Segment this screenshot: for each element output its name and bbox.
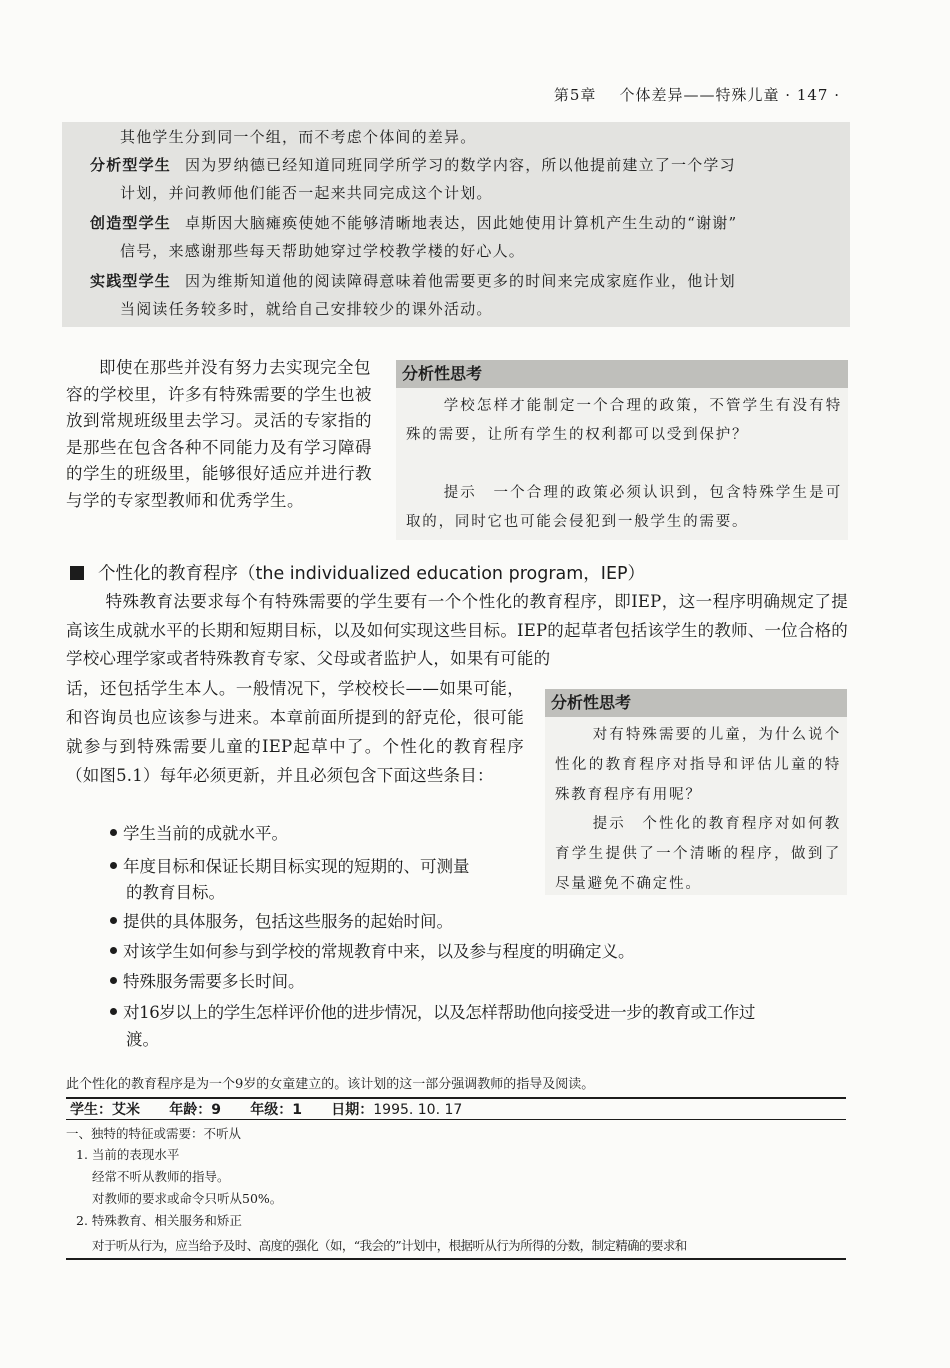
critical-thinking-sidebar-1 — [396, 360, 848, 540]
list-item-continued: 渡。 — [126, 1030, 159, 1049]
critical-thinking-sidebar-2 — [545, 689, 847, 895]
sidebar-title: 分析性思考 — [545, 689, 847, 717]
figure-header-rule — [66, 1119, 846, 1120]
list-item: 对该学生如何参与到学校的常规教育中来，以及参与程度的明确定义。 — [110, 938, 635, 962]
sidebar-question: 学校怎样才能制定一个合理的政策，不管学生有没有特殊的需要，让所有学生的权利都可以受到保护？ — [406, 398, 842, 443]
bullet-icon — [110, 829, 117, 836]
student-name: 艾米 — [112, 1102, 140, 1118]
form-date: 1995. 10. 17 — [373, 1102, 463, 1118]
chapter-title: 个体差异——特殊儿童 — [619, 86, 780, 104]
list-item: 学生当前的成就水平。 — [110, 820, 288, 844]
sidebar-title: 分析性思考 — [396, 360, 848, 388]
list-item: 年度目标和保证长期目标实现的短期的、可测量 — [110, 853, 470, 877]
chapter-number: 第5章 — [553, 86, 597, 104]
square-bullet-icon — [70, 566, 84, 580]
sidebar-question: 对有特殊需要的儿童，为什么说个性化的教育程序对指导和评估儿童的特殊教育程序有用呢？ — [555, 727, 841, 803]
iep-section-heading: 个性化的教育程序（the individualized education program，IEP） — [70, 560, 645, 585]
sidebar-hint: 提示 一个合理的政策必须认识到，包含特殊学生是可取的，同时它也可能会侵犯到一般学生的需要。 — [406, 485, 842, 530]
box-line: 当阅读任务较多时，就给自己安排较少的课外活动。 — [120, 300, 493, 318]
student-types-box — [62, 122, 850, 327]
box-line-practical: 实践型学生 因为维斯知道他的阅读障碍意味着他需要更多的时间来完成家庭作业，他计划 — [90, 272, 736, 290]
student-grade: 1 — [292, 1102, 302, 1118]
list-item: 对16岁以上的学生怎样评价他的进步情况，以及怎样帮助他向接受进一步的教育或工作过 — [110, 999, 755, 1023]
bullet-icon — [110, 862, 117, 869]
page-number: · 147 · — [785, 86, 840, 104]
box-line: 其他学生分到同一个组，而不考虑个体间的差异。 — [120, 128, 477, 146]
iep-paragraph-narrow: 话，还包括学生本人。一般情况下，学校校长——如果可能，和咨询员也应该参与进来。本章前面所提到的舒克伦，很可能就参与到特殊需要儿童的IEP起草中了。个性化的教育程序（如图5.1）每年必须更新，并且必须包含下面这些条目： — [66, 679, 524, 785]
box-line-creative: 创造型学生 卓斯因大脑瘫痪使她不能够清晰地表达，因此她使用计算机产生生动的“谢谢” — [90, 214, 738, 232]
inclusion-paragraph: 即使在那些并没有努力去实现完全包容的学校里，许多有特殊需要的学生也被放到常规班级里去学习。灵活的专家指的是那些在包含各种不同能力及有学习障碍的学生的班级里，能够很好适应并进行教与学的专家型教师和优秀学生。 — [66, 358, 372, 510]
running-header — [554, 84, 840, 105]
bullet-icon — [110, 917, 117, 924]
iep-sub-1-line: 经常不听从教师的指导。 — [92, 1169, 230, 1184]
bullet-icon — [110, 1008, 117, 1015]
bullet-icon — [110, 977, 117, 984]
iep-item-1: 一、独特的特征或需要：不听从 — [66, 1126, 242, 1141]
iep-paragraph-full: 特殊教育法要求每个有特殊需要的学生要有一个个性化的教育程序，即IEP，这一程序明确规定了提高该生成就水平的长期和短期目标，以及如何实现这些目标。IEP的起草者包括该学生的教师、一位合格的学校心理学家或者特殊教育专家、父母或者监护人，如果有可能的 — [66, 592, 848, 668]
bullet-icon — [110, 947, 117, 954]
sidebar-hint: 提示 个性化的教育程序对如何教育学生提供了一个清晰的程序，做到了尽量避免不确定性。 — [555, 816, 841, 892]
box-line: 计划，并问教师他们能否一起来共同完成这个计划。 — [120, 184, 493, 202]
iep-sub-2: 2. 特殊教育、相关服务和矫正 — [76, 1213, 242, 1228]
figure-caption: 此个性化的教育程序是为一个9岁的女童建立的。该计划的这一部分强调教师的指导及阅读。 — [66, 1077, 595, 1092]
iep-sub-1: 1. 当前的表现水平 — [76, 1147, 180, 1162]
iep-sub-2-line: 对于听从行为，应当给予及时、高度的强化（如，“我会的”计划中，根据听从行为所得的分数，制定精确的要求和 — [92, 1238, 687, 1253]
list-item: 特殊服务需要多长时间。 — [110, 968, 305, 992]
box-line: 信号，来感谢那些每天帮助她穿过学校教学楼的好心人。 — [120, 242, 526, 260]
iep-form-header: 学生：艾米 年龄：9 年级：1 日期：1995. 10. 17 — [70, 1102, 463, 1118]
box-line-analytic: 分析型学生 因为罗纳德已经知道同班同学所学习的数学内容，所以他提前建立了一个学习 — [90, 156, 736, 174]
iep-sub-1-line: 对教师的要求或命令只听从50%。 — [92, 1191, 283, 1206]
list-item: 提供的具体服务，包括这些服务的起始时间。 — [110, 908, 453, 932]
list-item-continued: 的教育目标。 — [126, 883, 225, 902]
figure-bottom-rule — [66, 1258, 846, 1260]
student-age: 9 — [211, 1102, 221, 1118]
